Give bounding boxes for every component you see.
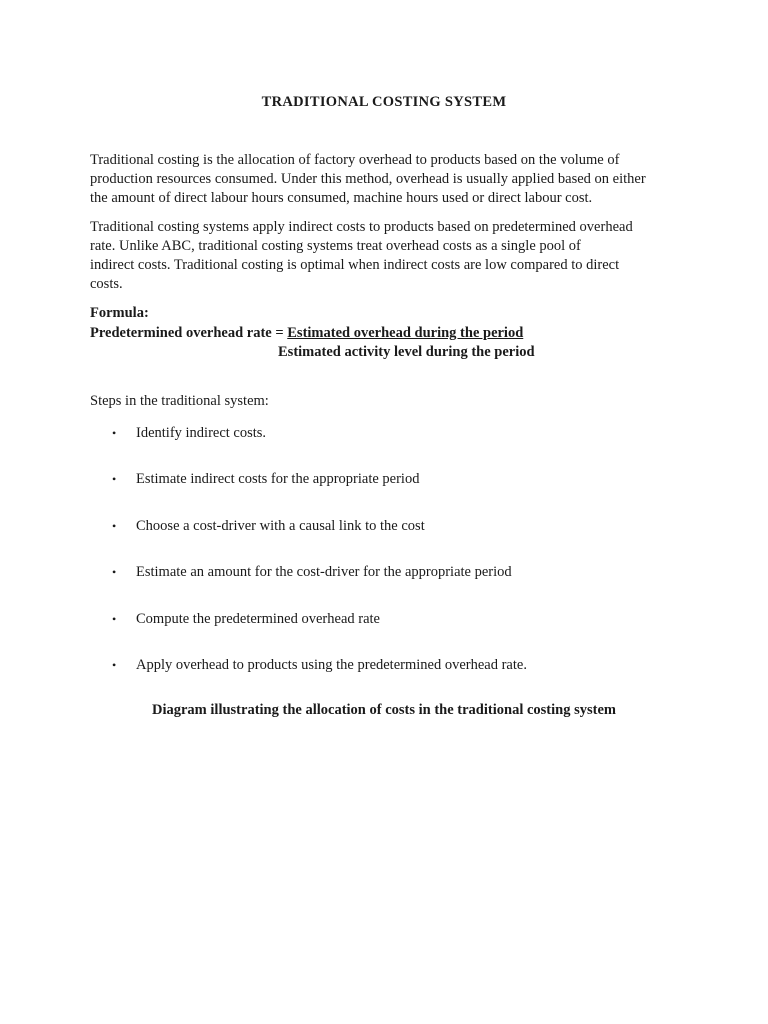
- paragraph-description: [90, 218, 690, 294]
- paragraph-line: costs.: [90, 276, 123, 292]
- paragraph-line: rate. Unlike ABC, traditional costing systems treat overhead costs as a single pool of: [90, 238, 581, 254]
- bullet-icon: •: [112, 472, 117, 486]
- formula-denominator: Estimated activity level during the period: [278, 344, 535, 360]
- bullet-icon: •: [112, 519, 117, 533]
- paragraph-line: Traditional costing is the allocation of factory overhead to products based on the volume of: [90, 152, 620, 168]
- paragraph-line: indirect costs. Traditional costing is optimal when indirect costs are low compared to direct: [90, 257, 620, 273]
- step-label: Identify indirect costs.: [136, 425, 267, 441]
- step-label: Compute the predetermined overhead rate: [136, 611, 380, 627]
- paragraph-line: the amount of direct labour hours consumed, machine hours used or direct labour cost.: [90, 190, 593, 206]
- formula-numerator: Estimated overhead during the period: [287, 325, 524, 341]
- formula-heading: Formula:: [90, 305, 149, 321]
- bullet-icon: •: [112, 426, 117, 440]
- step-label: Estimate indirect costs for the appropriate period: [136, 471, 420, 487]
- formula-lhs: Predetermined overhead rate =: [90, 325, 288, 341]
- bullet-icon: •: [112, 612, 117, 626]
- document-title: TRADITIONAL COSTING SYSTEM: [261, 94, 507, 110]
- paragraph-definition: [90, 151, 690, 208]
- bullet-icon: •: [112, 565, 117, 579]
- paragraph-line: production resources consumed. Under this method, overhead is usually applied based on either: [90, 171, 646, 187]
- bullet-icon: •: [112, 658, 117, 672]
- step-label: Estimate an amount for the cost-driver for the appropriate period: [136, 564, 512, 580]
- diagram-caption: Diagram illustrating the allocation of costs in the traditional costing system: [152, 702, 616, 718]
- steps-intro: Steps in the traditional system:: [90, 393, 269, 409]
- step-label: Apply overhead to products using the predetermined overhead rate.: [136, 657, 527, 673]
- paragraph-line: Traditional costing systems apply indirect costs to products based on predetermined overhead: [90, 219, 633, 235]
- step-label: Choose a cost-driver with a causal link to the cost: [136, 518, 425, 534]
- formula-equation: [90, 325, 523, 342]
